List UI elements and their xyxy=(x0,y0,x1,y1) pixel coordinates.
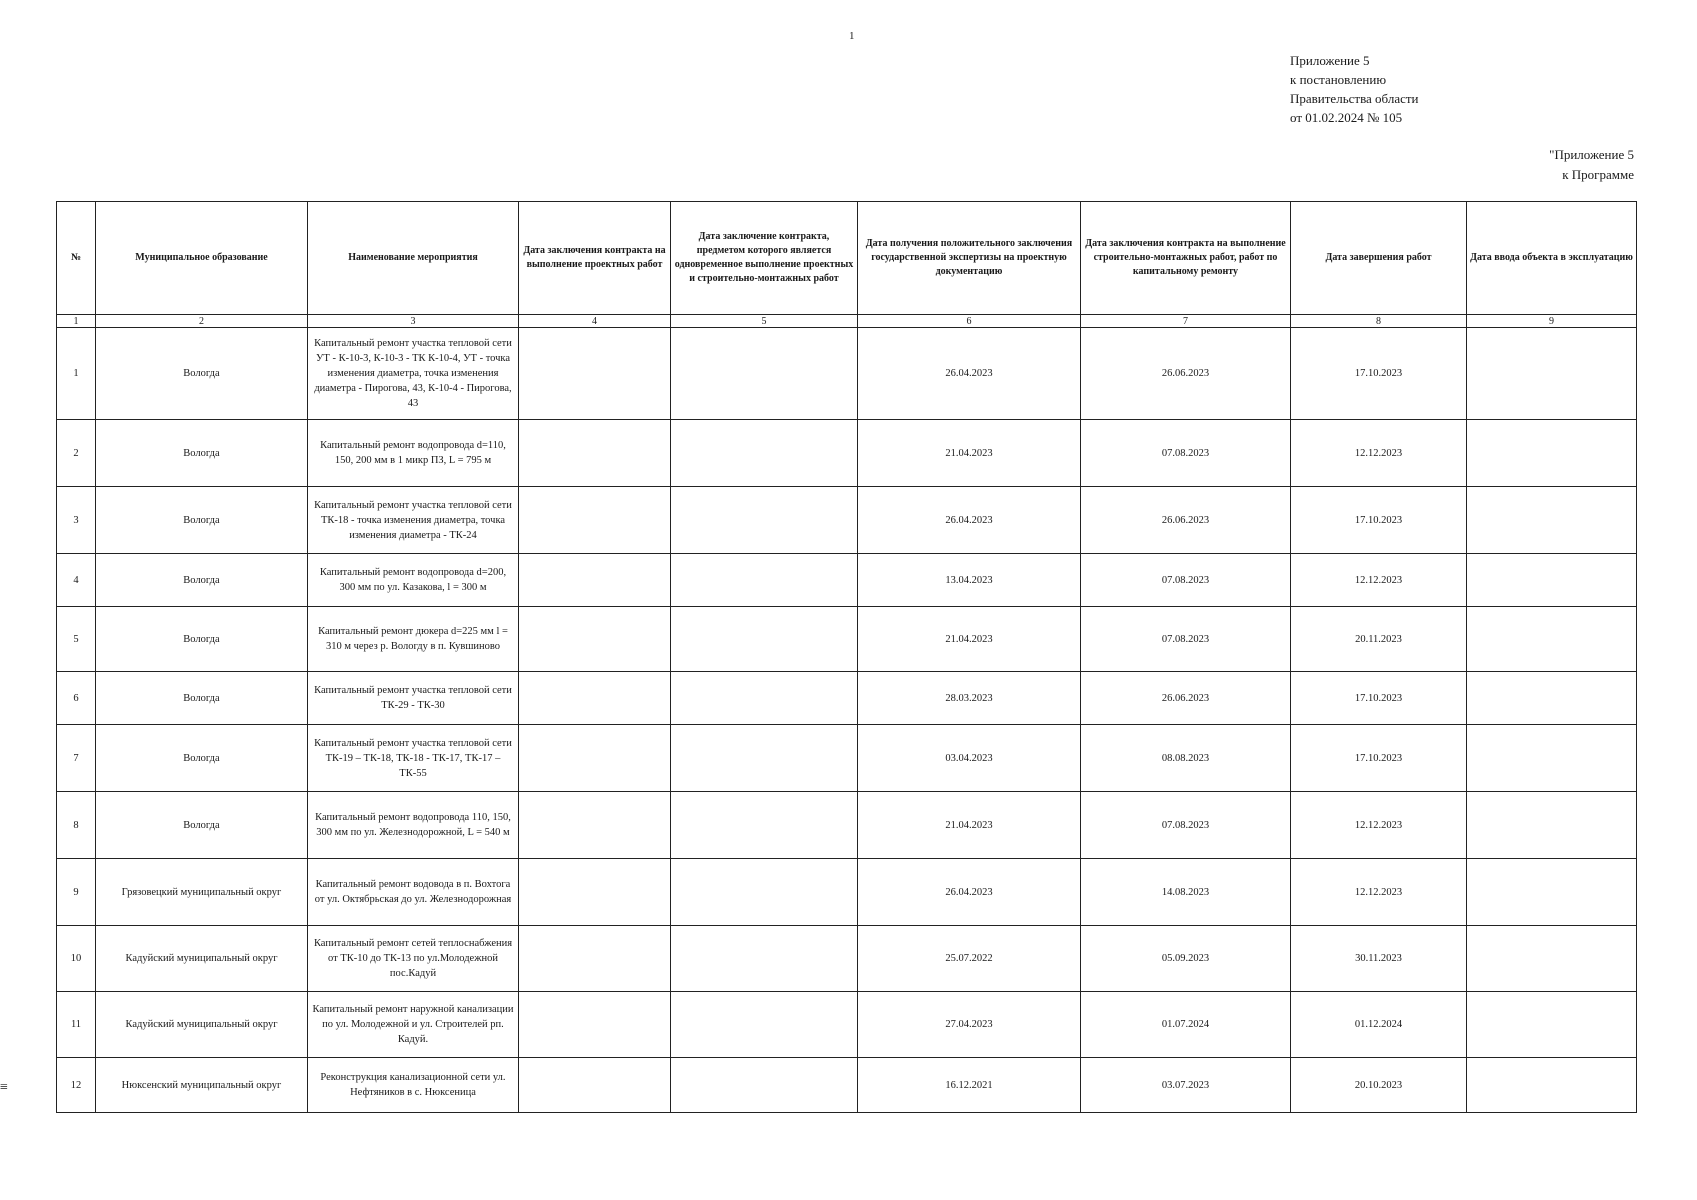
row-construction-contract-date: 05.09.2023 xyxy=(1081,926,1291,992)
row-design-contract xyxy=(519,554,671,607)
row-activity: Капитальный ремонт наружной канализации по ул. Молодежной и ул. Строителей рп. Кадуй. xyxy=(308,992,519,1058)
row-completion-date: 12.12.2023 xyxy=(1291,859,1467,926)
appendix-header-line: к постановлению xyxy=(1290,72,1387,87)
row-commissioning-date xyxy=(1467,420,1637,487)
row-municipality: Вологда xyxy=(96,607,308,672)
column-number: 2 xyxy=(96,315,308,328)
row-completion-date: 12.12.2023 xyxy=(1291,420,1467,487)
row-combined-contract xyxy=(671,328,858,420)
row-expertise-date: 26.04.2023 xyxy=(858,487,1081,554)
row-construction-contract-date: 26.06.2023 xyxy=(1081,328,1291,420)
row-activity: Капитальный ремонт участка тепловой сети ТК-29 - ТК-30 xyxy=(308,672,519,725)
header-cell-combined-contract: Дата заключение контракта, предметом которого является одновременное выполнение проектных и строительно-монтажных работ xyxy=(671,202,858,315)
row-num: 3 xyxy=(57,487,96,554)
row-activity: Капитальный ремонт сетей теплоснабжения от ТК-10 до ТК-13 по ул.Молодежной пос.Кадуй xyxy=(308,926,519,992)
row-commissioning-date xyxy=(1467,672,1637,725)
row-design-contract xyxy=(519,420,671,487)
row-commissioning-date xyxy=(1467,926,1637,992)
row-combined-contract xyxy=(671,859,858,926)
row-num: 11 xyxy=(57,992,96,1058)
column-number: 7 xyxy=(1081,315,1291,328)
row-activity: Капитальный ремонт участка тепловой сети ТК-19 – ТК-18, ТК-18 - ТК-17, ТК-17 – ТК-55 xyxy=(308,725,519,792)
row-expertise-date: 26.04.2023 xyxy=(858,328,1081,420)
row-expertise-date: 16.12.2021 xyxy=(858,1058,1081,1113)
row-completion-date: 17.10.2023 xyxy=(1291,672,1467,725)
row-design-contract xyxy=(519,328,671,420)
header-cell-expertise: Дата получения положительного заключения государственной экспертизы на проектную документацию xyxy=(858,202,1081,315)
table-row xyxy=(57,672,1637,725)
row-completion-date: 17.10.2023 xyxy=(1291,328,1467,420)
row-municipality: Грязовецкий муниципальный округ xyxy=(96,859,308,926)
row-design-contract xyxy=(519,725,671,792)
table-row xyxy=(57,792,1637,859)
header-cell-design-contract: Дата заключения контракта на выполнение проектных работ xyxy=(519,202,671,315)
row-num: 12 xyxy=(57,1058,96,1113)
row-municipality: Вологда xyxy=(96,725,308,792)
appendix-header-line: Правительства области xyxy=(1290,91,1419,106)
row-municipality: Нюксенский муниципальный округ xyxy=(96,1058,308,1113)
table-row xyxy=(57,554,1637,607)
header-cell-activity: Наименование мероприятия xyxy=(308,202,519,315)
column-number: 8 xyxy=(1291,315,1467,328)
row-completion-date: 12.12.2023 xyxy=(1291,792,1467,859)
row-completion-date: 17.10.2023 xyxy=(1291,487,1467,554)
row-design-contract xyxy=(519,1058,671,1113)
row-num: 2 xyxy=(57,420,96,487)
row-completion-date: 01.12.2024 xyxy=(1291,992,1467,1058)
row-expertise-date: 26.04.2023 xyxy=(858,859,1081,926)
row-commissioning-date xyxy=(1467,1058,1637,1113)
row-expertise-date: 21.04.2023 xyxy=(858,792,1081,859)
column-number: 3 xyxy=(308,315,519,328)
header-cell-construction-contract: Дата заключения контракта на выполнение строительно-монтажных работ, работ по капитальному ремонту xyxy=(1081,202,1291,315)
row-combined-contract xyxy=(671,607,858,672)
row-municipality: Кадуйский муниципальный округ xyxy=(96,992,308,1058)
row-num: 1 xyxy=(57,328,96,420)
row-expertise-date: 25.07.2022 xyxy=(858,926,1081,992)
row-design-contract xyxy=(519,607,671,672)
row-combined-contract xyxy=(671,420,858,487)
row-num: 9 xyxy=(57,859,96,926)
table-row xyxy=(57,725,1637,792)
row-completion-date: 20.10.2023 xyxy=(1291,1058,1467,1113)
row-num: 7 xyxy=(57,725,96,792)
row-num: 8 xyxy=(57,792,96,859)
row-municipality: Вологда xyxy=(96,792,308,859)
row-completion-date: 17.10.2023 xyxy=(1291,725,1467,792)
row-construction-contract-date: 03.07.2023 xyxy=(1081,1058,1291,1113)
row-activity: Капитальный ремонт водопровода d=200, 300 мм по ул. Казакова, l = 300 м xyxy=(308,554,519,607)
table-row xyxy=(57,992,1637,1058)
row-municipality: Вологда xyxy=(96,554,308,607)
table-row xyxy=(57,926,1637,992)
row-activity: Капитальный ремонт водопровода 110, 150, 300 мм по ул. Железнодорожной, L = 540 м xyxy=(308,792,519,859)
row-combined-contract xyxy=(671,926,858,992)
table-row xyxy=(57,420,1637,487)
appendix-header xyxy=(1290,51,1419,127)
row-activity: Капитальный ремонт участка тепловой сети УТ - К-10-3, К-10-3 - ТК К-10-4, УТ - точка изменения диаметра, точка изменения диаметра - Пирогова, 43, К-10-4 - Пирогова, 43 xyxy=(308,328,519,420)
row-design-contract xyxy=(519,859,671,926)
binding-edge-mark: ≡ xyxy=(0,1080,8,1095)
row-combined-contract xyxy=(671,992,858,1058)
row-combined-contract xyxy=(671,554,858,607)
row-design-contract xyxy=(519,487,671,554)
row-commissioning-date xyxy=(1467,992,1637,1058)
row-combined-contract xyxy=(671,1058,858,1113)
row-commissioning-date xyxy=(1467,554,1637,607)
row-design-contract xyxy=(519,672,671,725)
row-construction-contract-date: 26.06.2023 xyxy=(1081,672,1291,725)
row-commissioning-date xyxy=(1467,328,1637,420)
appendix-header-line: от 01.02.2024 № 105 xyxy=(1290,110,1403,125)
row-expertise-date: 21.04.2023 xyxy=(858,607,1081,672)
row-construction-contract-date: 07.08.2023 xyxy=(1081,792,1291,859)
column-number: 6 xyxy=(858,315,1081,328)
row-num: 5 xyxy=(57,607,96,672)
header-cell-completion: Дата завершения работ xyxy=(1291,202,1467,315)
header-cell-commissioning: Дата ввода объекта в эксплуатацию xyxy=(1467,202,1637,315)
row-activity: Реконструкция канализационной сети ул. Нефтяников в с. Нюксеница xyxy=(308,1058,519,1113)
column-number: 9 xyxy=(1467,315,1637,328)
row-construction-contract-date: 26.06.2023 xyxy=(1081,487,1291,554)
row-activity: Капитальный ремонт дюкера d=225 мм l = 310 м через р. Вологду в п. Кувшиново xyxy=(308,607,519,672)
row-expertise-date: 03.04.2023 xyxy=(858,725,1081,792)
row-expertise-date: 27.04.2023 xyxy=(858,992,1081,1058)
row-commissioning-date xyxy=(1467,607,1637,672)
row-completion-date: 12.12.2023 xyxy=(1291,554,1467,607)
row-construction-contract-date: 01.07.2024 xyxy=(1081,992,1291,1058)
row-num: 10 xyxy=(57,926,96,992)
row-commissioning-date xyxy=(1467,487,1637,554)
table-row xyxy=(57,487,1637,554)
row-construction-contract-date: 07.08.2023 xyxy=(1081,607,1291,672)
column-number: 1 xyxy=(57,315,96,328)
row-commissioning-date xyxy=(1467,792,1637,859)
row-commissioning-date xyxy=(1467,859,1637,926)
row-construction-contract-date: 07.08.2023 xyxy=(1081,554,1291,607)
table-row xyxy=(57,607,1637,672)
row-combined-contract xyxy=(671,487,858,554)
column-number: 4 xyxy=(519,315,671,328)
row-combined-contract xyxy=(671,672,858,725)
row-construction-contract-date: 07.08.2023 xyxy=(1081,420,1291,487)
row-activity: Капитальный ремонт участка тепловой сети ТК-18 - точка изменения диаметра, точка изменения диаметра - ТК-24 xyxy=(308,487,519,554)
column-number: 5 xyxy=(671,315,858,328)
row-completion-date: 20.11.2023 xyxy=(1291,607,1467,672)
appendix-program xyxy=(1549,145,1634,185)
row-expertise-date: 28.03.2023 xyxy=(858,672,1081,725)
row-activity: Капитальный ремонт водопровода d=110, 150, 200 мм в 1 микр ПЗ, L = 795 м xyxy=(308,420,519,487)
table-row xyxy=(57,1058,1637,1113)
table-row xyxy=(57,328,1637,420)
header-row xyxy=(57,202,1637,315)
row-commissioning-date xyxy=(1467,725,1637,792)
table-row xyxy=(57,859,1637,926)
appendix-program-line: к Программе xyxy=(1562,167,1634,182)
row-combined-contract xyxy=(671,792,858,859)
row-activity: Капитальный ремонт водовода в п. Вохтога от ул. Октябрьская до ул. Железнодорожная xyxy=(308,859,519,926)
row-municipality: Кадуйский муниципальный округ xyxy=(96,926,308,992)
row-construction-contract-date: 08.08.2023 xyxy=(1081,725,1291,792)
appendix-header-line: Приложение 5 xyxy=(1290,53,1370,68)
header-cell-municipality: Муниципальное образование xyxy=(96,202,308,315)
row-num: 6 xyxy=(57,672,96,725)
row-construction-contract-date: 14.08.2023 xyxy=(1081,859,1291,926)
row-expertise-date: 13.04.2023 xyxy=(858,554,1081,607)
page-mark: 1 xyxy=(849,30,855,42)
row-municipality: Вологда xyxy=(96,328,308,420)
row-municipality: Вологда xyxy=(96,487,308,554)
row-municipality: Вологда xyxy=(96,420,308,487)
header-cell-num: № xyxy=(57,202,96,315)
appendix-program-line: "Приложение 5 xyxy=(1549,147,1634,162)
column-number-row xyxy=(57,315,1637,328)
row-design-contract xyxy=(519,926,671,992)
row-design-contract xyxy=(519,992,671,1058)
schedule-table xyxy=(56,201,1637,1113)
row-combined-contract xyxy=(671,725,858,792)
row-municipality: Вологда xyxy=(96,672,308,725)
row-num: 4 xyxy=(57,554,96,607)
row-expertise-date: 21.04.2023 xyxy=(858,420,1081,487)
row-completion-date: 30.11.2023 xyxy=(1291,926,1467,992)
row-design-contract xyxy=(519,792,671,859)
